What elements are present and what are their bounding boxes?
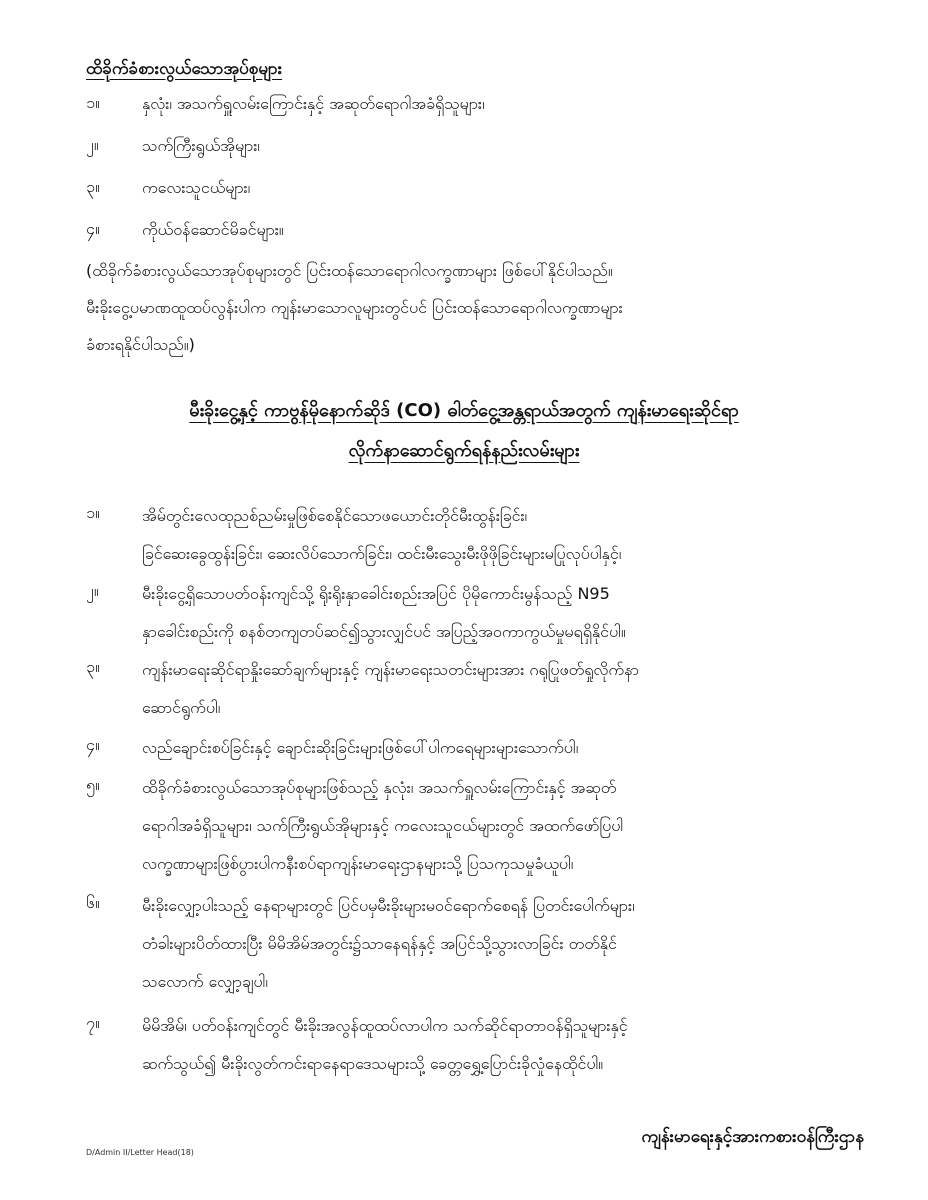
guideline-number: ၄။: [86, 735, 100, 754]
guideline-line: မိမိအိမ်၊ ပတ်ဝန်းကျင်တွင် မီးခိုးအလွန်ထူထပ်လာပါက သက်ဆိုင်ရာတာဝန်ရှိသူများနှင့်: [142, 1016, 628, 1035]
guideline-line: မီးခိုးလျှော့ပါးသည့် နေရာများတွင် ပြင်ပမှမီးခိုးများမဝင်ရောက်စေရန် ပြတင်းပေါက်များ၊: [142, 896, 635, 915]
section-title-vulnerable-groups: ထိခိုက်ခံစားလွယ်သောအုပ်စုများ: [86, 59, 283, 79]
list-item-number: ၁။: [86, 93, 100, 112]
guideline-number: ၅။: [86, 775, 100, 794]
guideline-line: သလောက် လျှော့ချပါ၊: [142, 972, 268, 991]
guideline-line: နှာခေါင်းစည်းကို စနစ်တကျတပ်ဆင်၍သွားလျှင်ပင် အပြည့်အဝကာကွယ်မှုမရရှိနိုင်ပါ။: [142, 622, 626, 641]
guideline-number: ၃။: [86, 657, 100, 676]
list-item-text: နှလုံး၊ အသက်ရှူလမ်းကြောင်းနှင့် အဆုတ်ရောဂါအခံရှိသူများ၊: [142, 94, 485, 113]
list-item-text: သက်ကြီးရွယ်အိုများ၊: [142, 136, 260, 155]
guideline-number: ၇။: [86, 1013, 100, 1032]
guideline-number: ၁။: [86, 503, 100, 522]
list-item-text: ကိုယ်ဝန်ဆောင်မိခင်များ။: [142, 220, 284, 239]
guideline-line: ကျန်းမာရေးဆိုင်ရာနှိုးဆော်ချက်များနှင့် ကျန်းမာရေးသတင်းများအား ဂရုပြုဖတ်ရှုလိုက်နာ: [142, 660, 639, 679]
guideline-line: ရောဂါအခံရှိသူများ၊ သက်ကြီးရွယ်အိုများနှင့် ကလေးသူငယ်များတွင် အထက်ဖော်ပြပါ: [142, 816, 624, 835]
guideline-line: မီးခိုးငွေ့ရှိသောပတ်ဝန်းကျင်သို့ ရိုးရိုးနှာခေါင်းစည်းအပြင် ပိုမိုကောင်းမွန်သည့် N95: [142, 584, 610, 603]
guideline-line: ခြင်ဆေးခွေထွန်းခြင်း၊ ဆေးလိပ်သောက်ခြင်း၊ ထင်းမီးသွေးမီးဖိုဖိုခြင်းများမပြုလုပ်ပါနှင့်၊: [142, 544, 622, 563]
footer-reference: D/Admin II/Letter Head(18): [86, 1148, 194, 1157]
guideline-line: ထိခိုက်ခံစားလွယ်သောအုပ်စုများဖြစ်သည့် နှလုံး၊ အသက်ရှူလမ်းကြောင်းနှင့် အဆုတ်: [142, 778, 617, 797]
guideline-line: လက္ခဏာများဖြစ်ပွားပါကနီးစပ်ရာကျန်းမာရေးဌာနများသို့ ပြသကုသမှုခံယူပါ၊: [142, 854, 574, 873]
guideline-number: ၂။: [86, 581, 99, 600]
section-heading-line2: လိုက်နာဆောင်ရွက်ရန်နည်းလမ်းများ: [348, 440, 580, 461]
section-heading-line1: မီးခိုးငွေ့နှင့် ကာဗွန်မိုနောက်ဆိုဒ် (CO) ဓါတ်ငွေ့အန္တရာယ်အတွက် ကျန်းမာရေးဆိုင်ရာ: [189, 400, 739, 421]
list-item-number: ၃။: [86, 177, 100, 196]
vulnerable-groups-note: [86, 252, 846, 363]
guideline-line: ဆက်သွယ်၍ မီးခိုးလွတ်ကင်းရာနေရာဒေသများသို့ ခေတ္တရွှေ့ပြောင်းခိုလှုံနေထိုင်ပါ။: [142, 1054, 604, 1073]
list-item-number: ၄။: [86, 219, 100, 238]
note-line: ခံစားရနိုင်ပါသည်။): [86, 335, 195, 354]
guideline-number: ၆။: [86, 893, 100, 912]
ministry-signature: ကျန်းမာရေးနှင့်အားကစားဝန်ကြီးဌာန: [641, 1127, 864, 1147]
guideline-line: အိမ်တွင်းလေထုညစ်ညမ်းမှုဖြစ်စေနိုင်သောဖယောင်းတိုင်မီးထွန်းခြင်း၊: [142, 506, 528, 525]
list-item-number: ၂။: [86, 135, 99, 154]
list-item-text: ကလေးသူငယ်များ၊: [142, 178, 251, 197]
guideline-line: လည်ချောင်းစပ်ခြင်းနှင့် ချောင်းဆိုးခြင်းများဖြစ်ပေါ်ပါကရေများများသောက်ပါ၊: [142, 738, 579, 757]
guideline-line: ဆောင်ရွက်ပါ၊: [142, 698, 221, 717]
guideline-line: တံခါးများပိတ်ထားပြီး မိမိအိမ်အတွင်း၌သာနေရန်နှင့် အပြင်သို့သွားလာခြင်း တတ်နိုင်: [142, 934, 617, 953]
note-line: (ထိခိုက်ခံစားလွယ်သောအုပ်စုများတွင် ပြင်းထန်သောရောဂါလက္ခဏာများ ဖြစ်ပေါ်နိုင်ပါသည်။: [86, 261, 613, 280]
note-line: မီးခိုးငွေ့ပမာဏထူထပ်လွန်းပါက ကျန်းမာသောလူများတွင်ပင် ပြင်းထန်သောရောဂါလက္ခဏာများ: [86, 298, 623, 317]
